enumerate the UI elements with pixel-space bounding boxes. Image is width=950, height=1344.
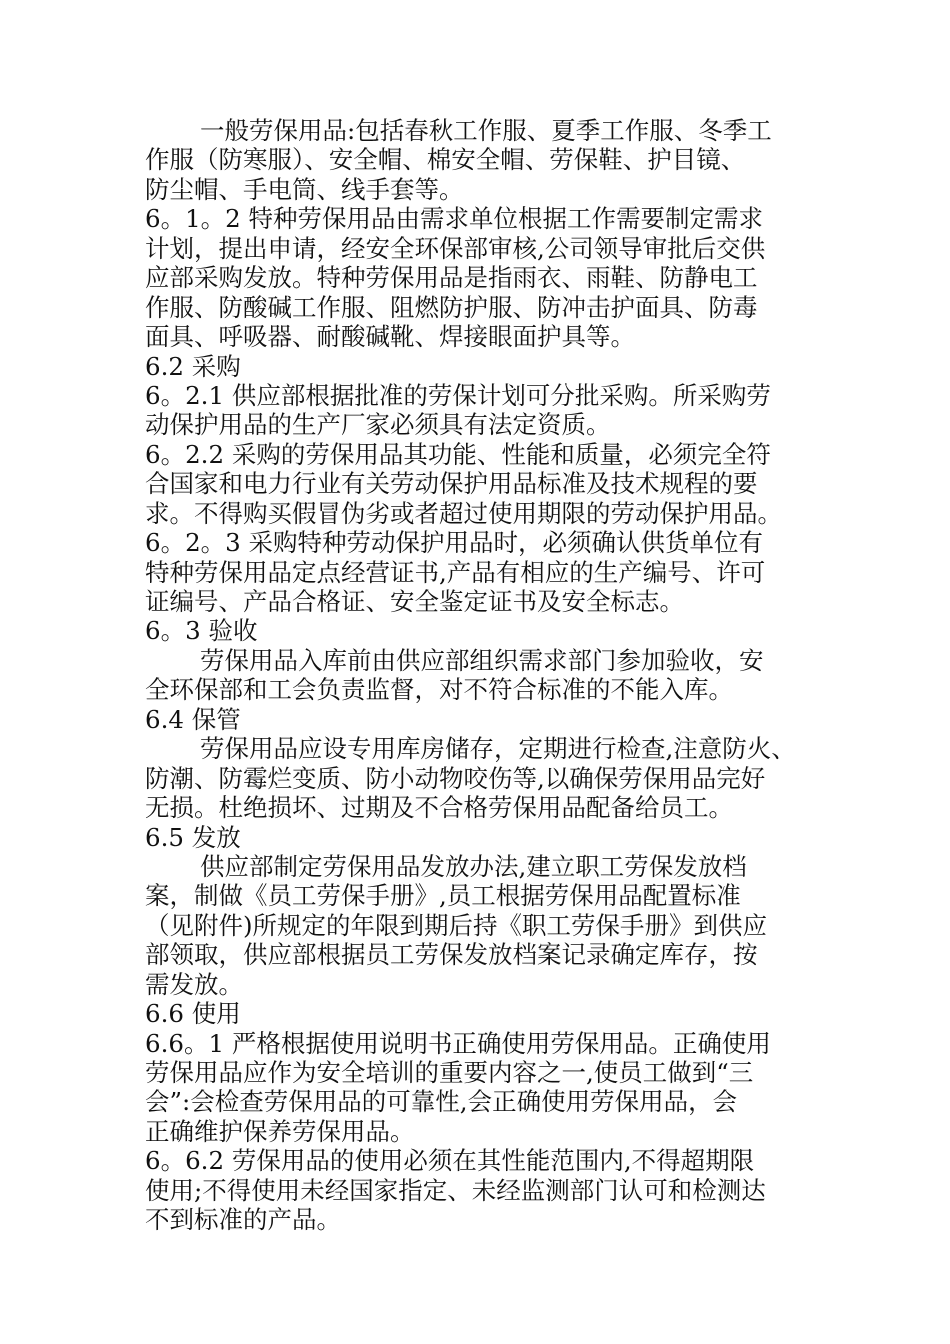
text-line: 6.6。1 严格根据使用说明书正确使用劳保用品。正确使用 [145,1028,771,1058]
text-line: （见附件)所规定的年限到期后持《职工劳保手册》到供应 [145,910,768,940]
text-line: 一般劳保用品:包括春秋工作服、夏季工作服、冬季工 [200,116,772,145]
text-line: 应部采购发放。特种劳保用品是指雨衣、雨鞋、防静电工 [145,263,758,293]
text-line: 正确维护保养劳保用品。 [145,1116,415,1146]
text-line: 动保护用品的生产厂家必须具有法定资质。 [145,410,611,440]
text-line: 6。2.2 采购的劳保用品其功能、性能和质量，必须完全符 [145,439,771,469]
text-line: 使用;不得使用未经国家指定、未经监测部门认可和检测达 [145,1175,766,1205]
text-line: 会”:会检查劳保用品的可靠性,会正确使用劳保用品，会 [145,1087,738,1117]
text-line: 证编号、产品合格证、安全鉴定证书及安全标志。 [145,587,684,616]
text-line: 需发放。 [145,969,243,999]
text-line: 部领取，供应部根据员工劳保发放档案记录确定库存，按 [145,940,758,970]
text-line: 防潮、防霉烂变质、防小动物咬伤等,以确保劳保用品完好 [145,763,766,793]
text-line: 6.2 采购 [145,351,241,381]
text-line: 合国家和电力行业有关劳动保护用品标准及技术规程的要 [145,469,758,499]
text-line: 6.4 保管 [145,704,241,734]
text-line: 6。2.1 供应部根据批准的劳保计划可分批采购。所采购劳 [145,380,771,410]
text-line: 特种劳保用品定点经营证书,产品有相应的生产编号、许可 [145,557,766,587]
text-line: 求。不得购买假冒伪劣或者超过使用期限的劳动保护用品。 [145,498,782,528]
text-line: 防尘帽、手电筒、线手套等。 [145,174,464,204]
text-line: 作服（防寒服）、安全帽、棉安全帽、劳保鞋、护目镜、 [145,145,746,175]
text-line: 6.6 使用 [145,999,241,1029]
text-line: 6。6.2 劳保用品的使用必须在其性能范围内,不得超期限 [145,1146,755,1176]
text-line: 劳保用品应作为安全培训的重要内容之一,使员工做到“三 [145,1058,754,1087]
text-line: 劳保用品入库前由供应部组织需求部门参加验收，安 [200,645,764,675]
text-line: 不到标准的产品。 [145,1205,341,1235]
text-line: 作服、防酸碱工作服、阻燃防护服、防冲击护面具、防毒 [145,292,758,322]
text-line: 劳保用品应设专用库房储存，定期进行检查,注意防火、 [200,734,796,764]
text-line: 6。2。3 采购特种劳动保护用品时，必须确认供货单位有 [145,528,764,558]
text-line: 全环保部和工会负责监督，对不符合标准的不能入库。 [145,675,733,705]
text-line: 供应部制定劳保用品发放办法,建立职工劳保发放档 [200,851,747,881]
text-line: 面具、呼吸器、耐酸碱靴、焊接眼面护具等。 [145,322,635,352]
text-line: 6.5 发放 [145,822,241,852]
text-line: 计划，提出申请，经安全环保部审核,公司领导审批后交供 [145,233,766,263]
text-line: 6。3 验收 [145,616,258,646]
text-line: 6。1。2 特种劳保用品由需求单位根据工作需要制定需求 [145,204,764,234]
text-line: 无损。杜绝损坏、过期及不合格劳保用品配备给员工。 [145,793,733,823]
document-page [145,116,825,1235]
text-line: 案，制做《员工劳保手册》,员工根据劳保用品配置标准 [145,881,741,911]
